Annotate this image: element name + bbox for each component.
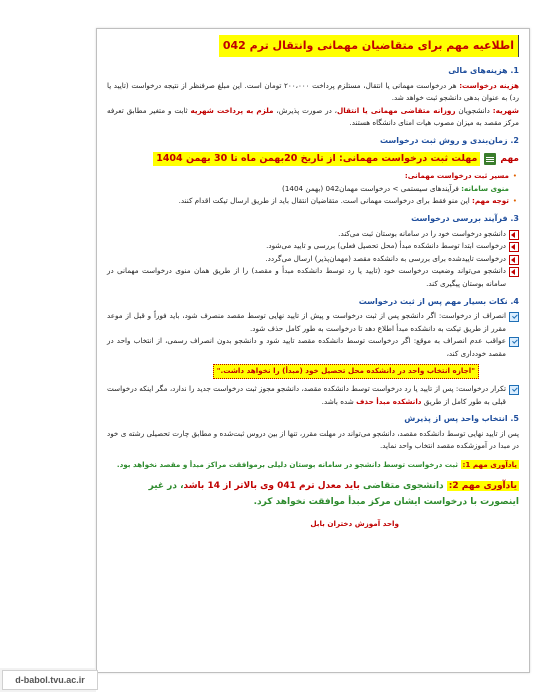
list-item	[107, 170, 509, 195]
repeat-paragraph	[107, 383, 506, 408]
arrow-box-icon	[509, 242, 519, 252]
site-watermark: d-babol.tvu.ac.ir	[2, 670, 98, 690]
checkbox-icon	[509, 337, 519, 347]
checkbox-icon	[509, 312, 519, 322]
reminder-2-label: یادآوری مهم 2:	[448, 480, 517, 491]
fee-paragraph	[107, 80, 519, 105]
reminder-1	[107, 459, 519, 472]
warning-quote: "اجازه انتخاب واحد در دانشکده محل تحصیل خود (مبدأ) را نخواهد داشت."	[213, 364, 479, 379]
tuition-red-1: روزانه متقاضی مهمانی یا انتقال	[337, 105, 456, 115]
arrow-box-icon	[509, 230, 519, 240]
process-step-2: درخواست ابتدا توسط دانشکده مبدأ (محل تحصیل فعلی) بررسی و تایید می‌شود.	[266, 241, 506, 251]
process-step-3: درخواست تاییدشده برای بررسی به دانشکده مقصد (مهمان‌پذیر) ارسال می‌گردد.	[265, 253, 506, 263]
section-5-heading: 5. انتخاب واحد پس از پذیرش	[404, 414, 519, 424]
checkbox-icon	[509, 385, 519, 395]
tuition-red-2: ملزم به پرداخت شهریه	[190, 105, 274, 115]
list-item	[107, 310, 519, 335]
deadline-text: مهلت ثبت درخواست مهمانی: از تاریخ 20بهمن ماه تا 30 بهمن 1404	[153, 152, 480, 167]
left-margin	[0, 0, 96, 692]
reminder-2-text-b: باید معدل ترم 041 وی بالاتر از 14 باشد	[183, 480, 360, 491]
note-text: این منو فقط برای درخواست مهمانی است. متقاضیان انتقال باید از طریق ارسال تیکت اقدام کنند.	[178, 196, 473, 206]
enrollment-paragraph: پس از تایید نهایی توسط دانشکده مقصد، دانشجو می‌تواند در مهلت مقرر، تنها از بین دروس ثبت‌شده و مطابق چارت تحصیلی رشته ی خود در مبدا در آموزشکده مقصد انتخاب واحد نماید.	[107, 428, 519, 451]
tuition-text-3: ثابت و متغیر مطابق تعرفه مرکز مقصد به میزان مصوب هیات امنای دانشگاه هستند.	[107, 105, 519, 128]
reminder-1-label: یادآوری مهم 1:	[462, 460, 517, 470]
section-2-heading: 2. زمان‌بندی و روش ثبت درخواست	[379, 135, 519, 145]
list-item	[107, 335, 519, 360]
repeat-text-b: شده باشد.	[321, 396, 357, 406]
path-title: • مسیر ثبت درخواست مهمانی:	[404, 171, 509, 181]
list-item	[107, 383, 519, 408]
tuition-label: شهریه:	[492, 105, 519, 115]
list-item	[107, 253, 519, 266]
list-item	[107, 195, 509, 208]
list-item	[107, 228, 519, 241]
document-content	[107, 35, 519, 530]
note-label: توجه مهم:	[472, 196, 509, 206]
signature: واحد آموزش دختران بابل	[310, 518, 399, 528]
fee-text: هر درخواست مهمانی یا انتقال، مستلزم پرداخت ۲۰۰،۰۰۰ تومان است. این مبلغ صرفنظر از نتیجه درخواست (تایید یا رد) به عنوان بدهی دانشجو ثبت خواهد شد.	[107, 80, 519, 103]
page-title: اطلاعیه مهم برای متقاضیان مهمانی وانتقال ترم 042	[219, 35, 519, 57]
path-label: منوی سامانه:	[461, 183, 509, 193]
title-wrap	[107, 35, 519, 57]
consequence-paragraph: عواقب عدم انصراف به موقع: اگر درخواست توسط دانشکده مقصد تایید شود و دانشجو بدون انصراف رسمی، از انتخاب واحد در مقصد خودداری کند،	[107, 336, 506, 358]
arrow-box-icon	[509, 255, 519, 265]
reminder-2	[107, 478, 519, 510]
process-step-1: دانشجو درخواست خود را در سامانه بوستان ثبت می‌کند.	[338, 228, 506, 238]
process-step-4: دانشجو می‌تواند وضعیت درخواست خود (تایید یا رد توسط دانشکده مبدأ و مقصد) را از طریق همان منوی درخواست مهمانی در سامانه بوستان پیگیری کند.	[107, 266, 506, 288]
section-4-heading: 4. نکات بسیار مهم پس از ثبت درخواست	[358, 296, 519, 306]
section-1-heading: 1. هزینه‌های مالی	[448, 66, 519, 75]
tuition-paragraph	[107, 105, 519, 130]
fee-label: هزینه درخواست:	[459, 80, 519, 90]
document-page	[96, 28, 530, 673]
important-label: مهم	[500, 153, 519, 164]
list-item	[107, 265, 519, 290]
arrow-box-icon	[509, 267, 519, 277]
section-2-list	[107, 170, 519, 208]
deadline-row	[107, 152, 519, 167]
reminder-2-text-c: ، در غیر اینصورت با درخواست ایشان مرکز مبدأ موافقت نخواهد کرد.	[148, 480, 519, 507]
path-text: فرآیندهای سیستمی > درخواست مهمان042 (بهمن 1404)	[282, 183, 462, 193]
reminder-1-text: ثبت درخواست توسط دانشجو در سامانه بوستان دلیلی برموافقت مراکز مبدأ و مقصد نخواهد بود.	[116, 460, 461, 470]
section-3-heading: 3. فرآیند بررسی درخواست	[411, 213, 519, 223]
calendar-icon	[484, 153, 496, 165]
tuition-text-1: دانشجویان	[455, 105, 493, 115]
reminder-2-text-a: دانشجوی متقاضی	[359, 480, 447, 491]
repeat-text-a: تکرار درخواست: پس از تایید یا رد درخواست توسط دانشکده مقصد، دانشجو مجوز ثبت درخواست جدید را ندارد، مگر اینکه درخواست قبلی به طور کامل از طریق	[107, 384, 506, 406]
list-item	[107, 240, 519, 253]
tuition-text-2: ، در صورت پذیرش،	[273, 105, 338, 115]
withdraw-paragraph: انصراف از درخواست: اگر دانشجو پس از ثبت درخواست و پیش از تایید نهایی توسط مقصد منصرف شود، باید فوراً و قبل از موعد مقرر از طریق تیکت به دانشکده مبدأ اطلاع دهد تا درخواست به طور کامل حذف شود.	[107, 311, 506, 333]
repeat-red: دانشکده مبدأ حذف	[356, 396, 422, 406]
